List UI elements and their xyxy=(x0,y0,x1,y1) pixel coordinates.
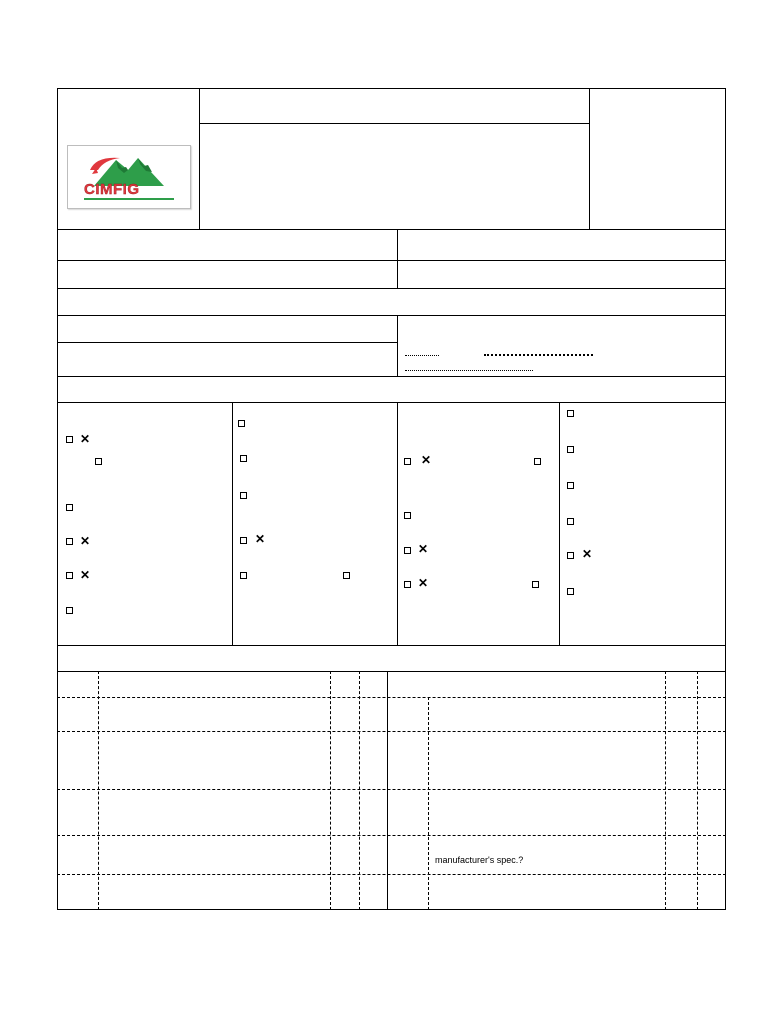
x-mark: ✕ xyxy=(418,576,429,590)
checkbox-col1-5[interactable] xyxy=(66,607,73,614)
header-title-divider xyxy=(199,123,589,124)
row-line-6 xyxy=(57,376,726,377)
header-divider-logo xyxy=(199,88,200,229)
row-line-5 xyxy=(57,342,397,343)
table-row-line xyxy=(57,731,726,732)
checkbox-col2-6[interactable] xyxy=(343,572,350,579)
table-row-line xyxy=(57,789,726,790)
checkbox-col2-3[interactable] xyxy=(240,492,247,499)
signature-dots-bottom xyxy=(405,370,533,371)
checkbox-col3-4b[interactable] xyxy=(532,581,539,588)
checkbox-col2-4[interactable] xyxy=(240,537,247,544)
checkbox-col4-5[interactable] xyxy=(567,552,574,559)
company-logo xyxy=(67,145,191,209)
checkbox-col-divider-3 xyxy=(559,402,560,645)
checkbox-col-divider-1 xyxy=(232,402,233,645)
x-mark: ✕ xyxy=(582,547,593,561)
checkbox-col4-1[interactable] xyxy=(567,410,574,417)
row-line-7 xyxy=(57,402,726,403)
checkbox-col3-1b[interactable] xyxy=(534,458,541,465)
checkbox-col1-1[interactable] xyxy=(66,436,73,443)
checkbox-col3-2[interactable] xyxy=(404,512,411,519)
checkbox-col4-4[interactable] xyxy=(567,518,574,525)
checkbox-col1-sub[interactable] xyxy=(95,458,102,465)
checkbox-col1-4[interactable] xyxy=(66,572,73,579)
form-frame xyxy=(57,88,726,910)
checkbox-col1-3[interactable] xyxy=(66,538,73,545)
x-mark: ✕ xyxy=(80,432,91,446)
checkbox-col-divider-2 xyxy=(397,402,398,645)
signature-dots-long xyxy=(484,354,593,356)
signature-dots-short xyxy=(405,355,439,356)
info-divider-bottom xyxy=(397,315,398,376)
row-line-3 xyxy=(57,288,726,289)
checkbox-col4-3[interactable] xyxy=(567,482,574,489)
logo-mountain-icon xyxy=(68,146,192,210)
info-divider-top xyxy=(397,229,398,288)
x-mark: ✕ xyxy=(80,534,91,548)
x-mark: ✕ xyxy=(80,568,91,582)
x-mark: ✕ xyxy=(255,532,266,546)
table-right-col-a xyxy=(428,697,429,910)
checkbox-col3-4[interactable] xyxy=(404,581,411,588)
checkbox-col2-2[interactable] xyxy=(240,455,247,462)
table-top-line xyxy=(57,645,726,646)
checkbox-col3-1[interactable] xyxy=(404,458,411,465)
header-divider-right xyxy=(589,88,590,229)
checkbox-col2-1[interactable] xyxy=(238,420,245,427)
checklist-item-manufacturer-spec: manufacturer's spec.? xyxy=(435,855,524,865)
checkbox-col1-2[interactable] xyxy=(66,504,73,511)
x-mark: ✕ xyxy=(418,542,429,556)
table-row-line xyxy=(57,835,726,836)
row-line-1 xyxy=(57,229,726,230)
table-header-line xyxy=(57,671,726,672)
x-mark: ✕ xyxy=(421,453,432,467)
checkbox-col3-3[interactable] xyxy=(404,547,411,554)
checkbox-col2-5[interactable] xyxy=(240,572,247,579)
row-line-4 xyxy=(57,315,726,316)
logo-text: CIMFIG xyxy=(84,181,140,198)
table-row-line xyxy=(57,697,726,698)
table-row-line xyxy=(57,874,726,875)
row-line-2 xyxy=(57,260,726,261)
checkbox-col4-2[interactable] xyxy=(567,446,574,453)
checkbox-col4-6[interactable] xyxy=(567,588,574,595)
